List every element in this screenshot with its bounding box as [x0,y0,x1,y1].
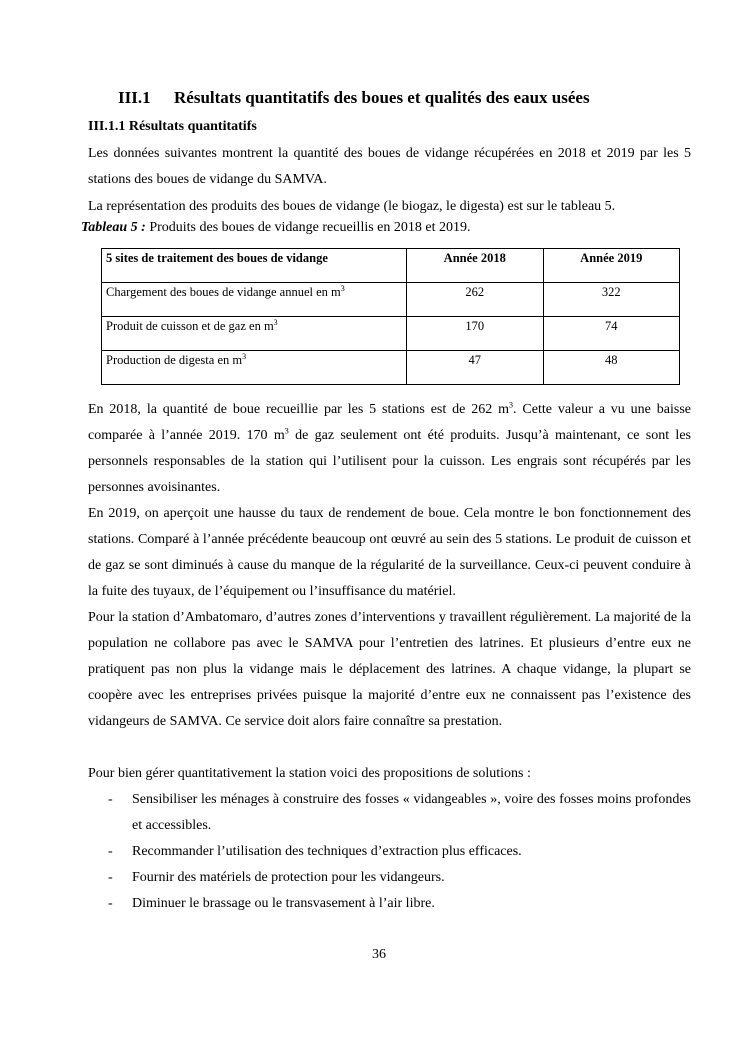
unit-exponent: 3 [273,317,278,327]
ambatomaro-paragraph: Pour la station d’Ambatomaro, d’autres zones d’interventions y travaillent régulièrement. La majorité de la population ne collabore pas avec le SAMVA pour l’entretien des latrines. Et plusieurs d’entre eux ne pratiquent pas non plus la vidange mais le déplacement des latrines. A chaque vidange, la plupart se coopère avec les entreprises privées puisque la majorité d’entre eux ne connaissent pas l’existence des vidangeurs de SAMVA. Ce service doit alors faire connaître sa prestation. [88,610,691,729]
table-cell-2018: 170 [407,317,544,351]
subsection-heading: III.1.1 Résultats quantitatifs [88,119,257,134]
table-cell-label [102,317,407,351]
intro-paragraph-1: Les données suivantes montrent la quantité des boues de vidange récupérées en 2018 et 2019 par les 5 stations des boues de vidange du SAMVA. [88,146,691,187]
unit-exponent: 3 [242,351,247,361]
row-label-text: Produit de cuisson et de gaz en m [106,319,274,333]
table-header-row [102,249,680,283]
data-table [101,248,680,385]
unit-exponent: 3 [509,400,514,410]
table-cell-2018: 47 [407,351,544,385]
table-caption-text: Produits des boues de vidange recueillis en 2018 et 2019. [145,220,471,235]
list-item: - Recommander l’utilisation des techniques d’extraction plus efficaces. [108,839,691,865]
bullet-dash: - [108,844,113,859]
table-row [102,351,680,385]
table-row [102,283,680,317]
results-paragraph-2019: En 2019, on aperçoit une hausse du taux de rendement de boue. Cela montre le bon fonctionnement des stations. Comparé à l’année précédente beaucoup ont œuvré au sein des 5 stations. Le produit de cuisson et de gaz se sont diminués à cause du manque de la régularité de la surveillance. Ceux-ci peuvent conduire à la fuite des tuyaux, de l’équipement ou l’insuffisance du matériel. [88,506,691,599]
table-cell-2018: 262 [407,283,544,317]
bullet-dash: - [108,792,113,807]
row-label-text: Chargement des boues de vidange annuel en m [106,285,341,299]
table-cell-2019: 322 [543,283,680,317]
table-cell-label [102,283,407,317]
bullet-dash: - [108,870,113,885]
list-item: - Sensibiliser les ménages à construire des fosses « vidangeables », voire des fosses moins profondes et accessibles. [108,787,691,839]
section-title: Résultats quantitatifs des boues et qualités des eaux usées [174,88,590,107]
unit-exponent: 3 [284,426,289,436]
results-paragraph-2018: En 2018, la quantité de boue recueillie par les 5 stations est de 262 $m^3$. Cette valeur a vu une baisse comparée à l’année 2019. 170 $m^3$ de gaz seulement ont été produits. Jusqu’à maintenant, ce sont les personnels responsables de la station qui l’utilisent pour la cuisson. Les engrais sont récupérés par les personnes avoisinantes. [88,400,691,495]
table-cell-2019: 74 [543,317,680,351]
bullet-dash: - [108,896,113,911]
table-caption [81,220,471,236]
list-item: - Fournir des matériels de protection pour les vidangeurs. [108,865,691,891]
table-cell-label [102,351,407,385]
intro-paragraph-2: La représentation des produits des boues de vidange (le biogaz, le digesta) est sur le tableau 5. [88,199,616,214]
table-header-site: 5 sites de traitement des boues de vidange [102,249,407,283]
solutions-list [108,787,691,917]
table-cell-2019: 48 [543,351,680,385]
section-heading [118,88,590,108]
page-number: 36 [372,947,386,962]
section-number: III.1 [118,88,151,107]
table-row [102,317,680,351]
table-header-2018: Année 2018 [407,249,544,283]
table-header-2019: Année 2019 [543,249,680,283]
solutions-intro: Pour bien gérer quantitativement la station voici des propositions de solutions : [88,766,531,781]
list-item: - Diminuer le brassage ou le transvasement à l’air libre. [108,891,691,917]
table-caption-label: Tableau 5 : [81,220,146,235]
unit-exponent: 3 [340,283,345,293]
row-label-text: Production de digesta en m [106,353,243,367]
